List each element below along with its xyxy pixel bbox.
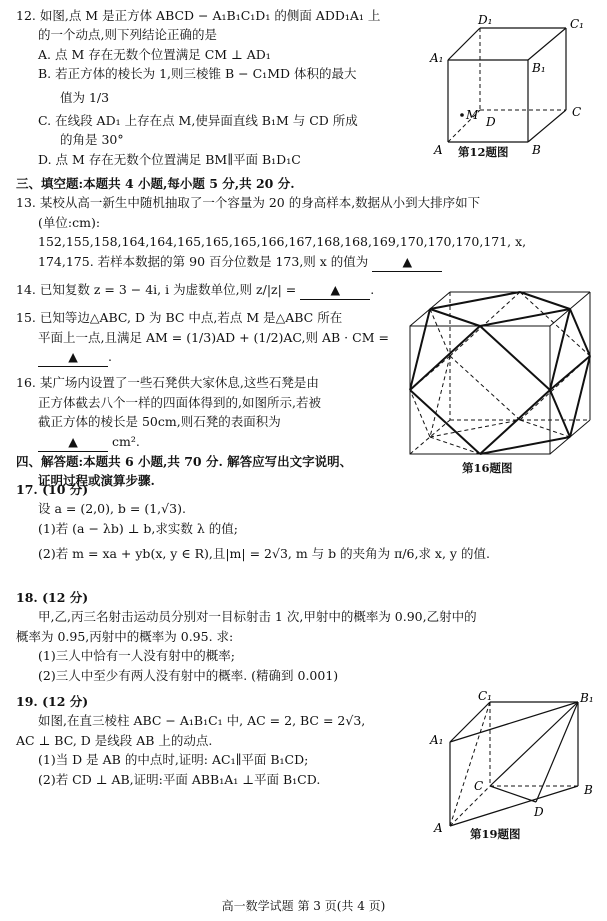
q15-line1: 15. 已知等边△ABC, D 为 BC 中点,若点 M 是△ABC 所在 xyxy=(16,310,343,326)
q18-line2: 概率为 0.95,丙射中的概率为 0.95. 求: xyxy=(16,628,234,644)
label-b1: B₁ xyxy=(532,61,546,75)
q18-line1: 甲,乙,丙三名射击运动员分别对一目标射击 1 次,甲射中的概率为 0.90,乙射中的 xyxy=(38,609,477,625)
q13-line1: 13. 某校从高一新生中随机抽取了一个容量为 20 的身高样本,数据从小到大排序如下 xyxy=(16,195,481,211)
label-a1: A₁ xyxy=(430,733,444,747)
q12-option-b-line1: B. 若正方体的棱长为 1,则三棱锥 B − C₁MD 体积的最大 xyxy=(38,66,357,82)
q15-answer-blank: ▲ xyxy=(38,347,108,367)
figure-19-prism xyxy=(428,690,604,840)
figure-16-stool xyxy=(402,288,602,458)
figure-12-caption: 第12题图 xyxy=(458,145,509,159)
label-d: D xyxy=(486,115,496,129)
label-c: C xyxy=(474,779,484,793)
q14-answer-blank: ▲ xyxy=(300,280,370,300)
q18-part1: (1)三人中恰有一人没有射中的概率; xyxy=(38,648,235,664)
figure-19-caption: 第19题图 xyxy=(470,827,521,841)
question-17 xyxy=(16,480,490,564)
label-c1: C₁ xyxy=(478,690,492,703)
section-3-heading: 三、填空题:本题共 4 小题,每小题 5 分,共 20 分. xyxy=(16,176,295,191)
q17-heading: 17. (10 分) xyxy=(16,482,89,497)
q14-line: 14. 已知复数 z = 3 − 4i, i 为虚数单位,则 z/|z| = ▲ . xyxy=(16,280,526,300)
label-b1: B₁ xyxy=(580,691,594,705)
q19-heading: 19. (12 分) xyxy=(16,694,89,709)
q12-option-a: A. 点 M 存在无数个位置满足 CM ⊥ AD₁ xyxy=(38,46,271,62)
q12-option-c-line1: C. 在线段 AD₁ 上存在点 M,使异面直线 B₁M 与 CD 所成 xyxy=(38,113,358,128)
label-a: A xyxy=(434,821,443,835)
q12-stem-line2: 的一个动点,则下列结论正确的是 xyxy=(38,27,217,43)
q16-line3: 截正方体的棱长是 50cm,则石凳的表面积为 xyxy=(38,414,281,430)
q12-option-c-line2: 的角是 30° xyxy=(60,132,124,148)
question-19 xyxy=(16,692,365,789)
question-18 xyxy=(16,588,477,685)
section-4-heading-line1: 四、解答题:本题共 6 小题,共 70 分. 解答应写出文字说明、 xyxy=(16,453,353,469)
label-m: M xyxy=(466,108,479,122)
page-footer: 高一数学试题 第 3 页(共 4 页) xyxy=(221,899,386,913)
label-b: B xyxy=(532,143,541,157)
q18-heading: 18. (12 分) xyxy=(16,590,89,605)
label-c1: C₁ xyxy=(570,17,584,31)
q16-answer-blank: ▲ xyxy=(38,432,108,452)
q15-line3: ▲ . xyxy=(16,347,526,367)
q15-line2: 平面上一点,且满足 AM = (1/3)AD + (1/2)AC,则 AB · CM = xyxy=(38,329,389,345)
q19-part2: (2)若 CD ⊥ AB,证明:平面 ABB₁A₁ ⊥平面 B₁CD. xyxy=(38,771,321,787)
label-d1: D₁ xyxy=(478,13,493,27)
q16-line1: 16. 某广场内设置了一些石凳供大家休息,这些石凳是由 xyxy=(16,375,319,391)
q18-part2: (2)三人中至少有两人没有射中的概率. (精确到 0.001) xyxy=(38,667,339,683)
q12-option-b-line2: 值为 1/3 xyxy=(60,89,110,105)
section-4-heading-line2: 证明过程或演算步骤. xyxy=(38,473,155,489)
figure-12-cube xyxy=(428,12,600,172)
q13-answer-blank: ▲ xyxy=(372,252,442,272)
label-d: D xyxy=(534,805,544,819)
q16-line2: 正方体截去八个一样的四面体得到的,如图所示,若被 xyxy=(38,394,321,410)
q12-option-d: D. 点 M 存在无数个位置满足 BM∥平面 B₁D₁C xyxy=(38,151,301,167)
label-a: A xyxy=(434,143,443,157)
q17-part1: (1)若 (a − λb) ⊥ b,求实数 λ 的值; xyxy=(38,520,238,536)
q16-line4: ▲ cm². xyxy=(16,432,526,452)
q17-part2: (2)若 m = xa + yb(x, y ∈ R),且|m| = 2√3, m 与 b 的夹角为 π/6,求 x, y 的值. xyxy=(38,546,490,562)
question-12 xyxy=(16,6,380,169)
q12-stem-line1: 12. 如图,点 M 是正方体 ABCD − A₁B₁C₁D₁ 的侧面 ADD₁A₁ 上 xyxy=(16,8,381,23)
q19-part1: (1)当 D 是 AB 的中点时,证明: AC₁∥平面 B₁CD; xyxy=(38,752,309,768)
q13-line3: 152,155,158,164,164,165,165,165,166,167,168,168,169,170,170,170,171, x, xyxy=(38,234,527,250)
figure-16-caption: 第16题图 xyxy=(462,461,513,475)
label-b: B xyxy=(584,783,593,797)
q19-line2: AC ⊥ BC, D 是线段 AB 上的动点. xyxy=(16,732,213,748)
label-a1: A₁ xyxy=(430,51,444,65)
q13-line4: 174,175. 若样本数据的第 90 百分位数是 173,则 x 的值为 ▲ xyxy=(16,252,526,272)
q13-line2: (单位:cm): xyxy=(38,214,101,230)
label-c: C xyxy=(572,105,582,119)
q17-given: 设 a = (2,0), b = (1,√3). xyxy=(38,501,186,517)
q19-line1: 如图,在直三棱柱 ABC − A₁B₁C₁ 中, AC = 2, BC = 2√3, xyxy=(38,713,366,729)
